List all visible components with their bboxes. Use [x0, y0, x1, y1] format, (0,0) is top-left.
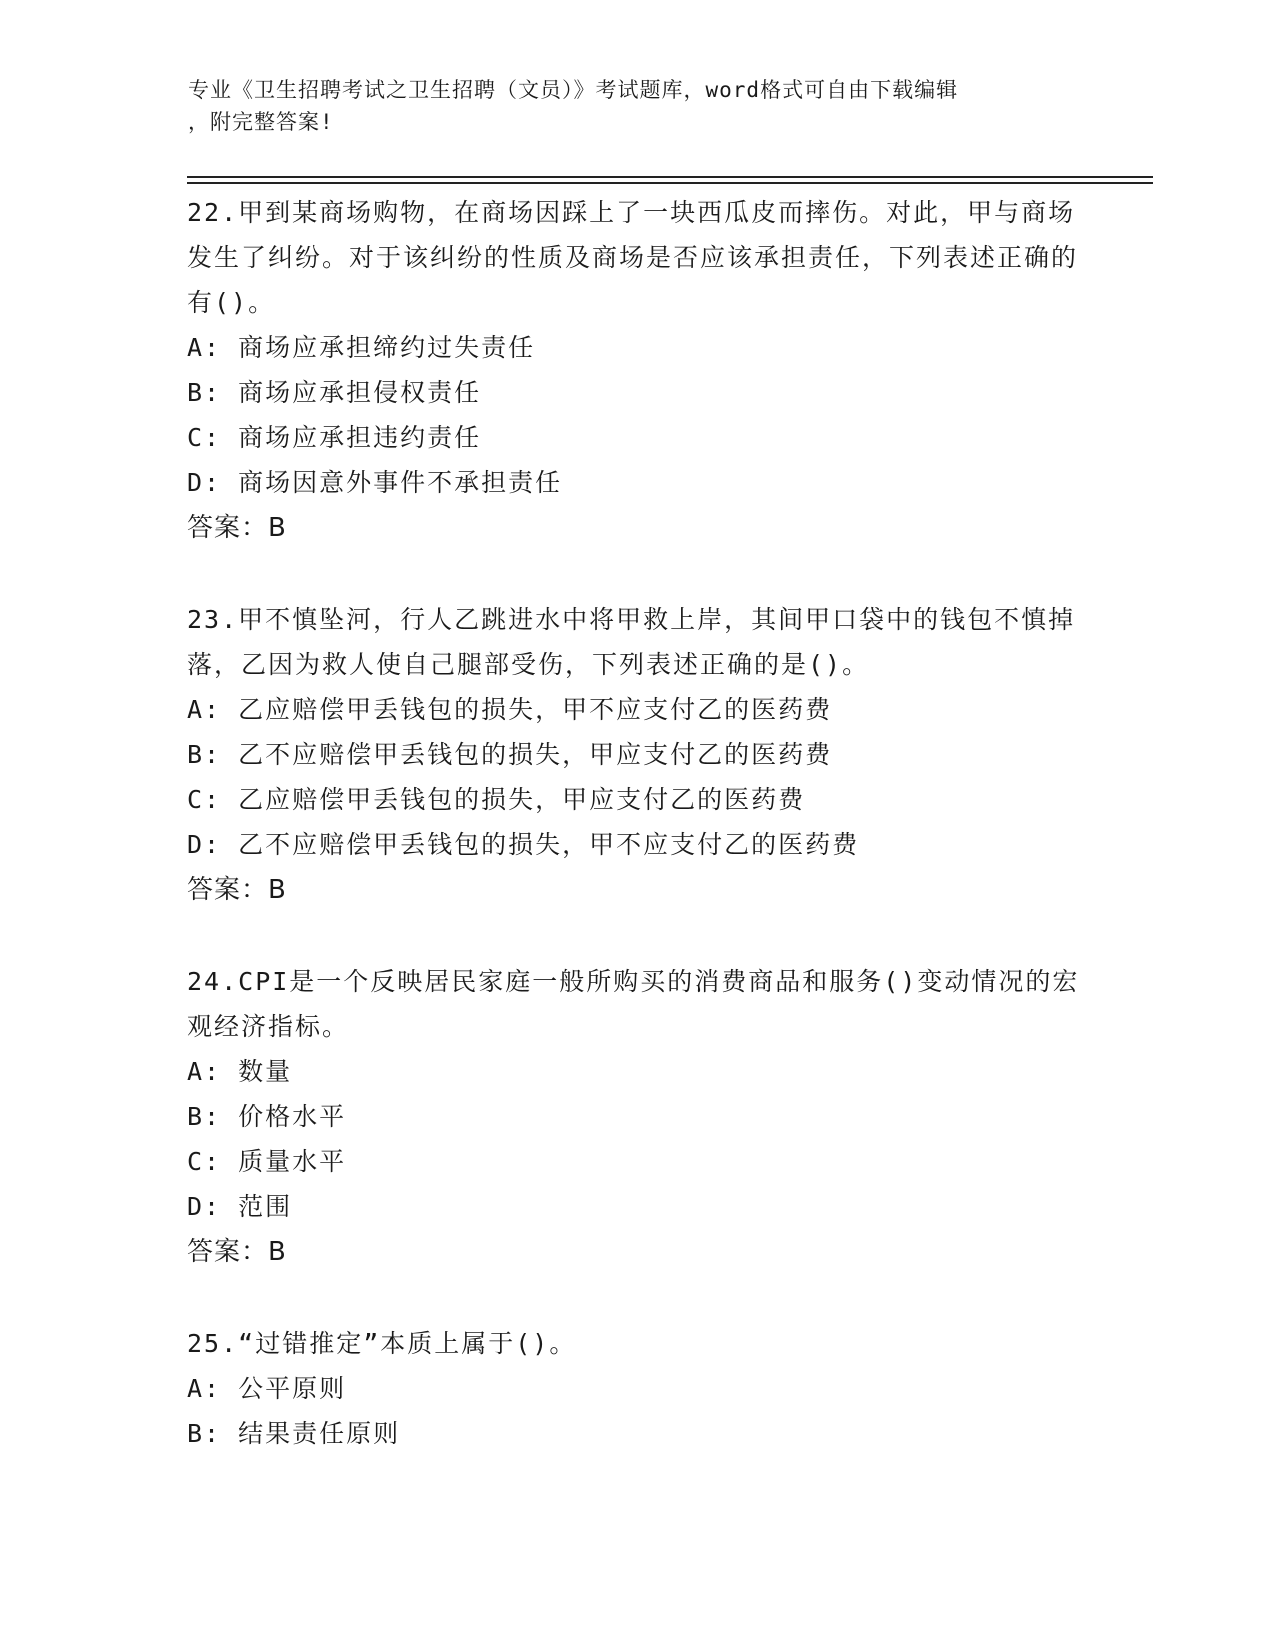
answer: 答案：B	[187, 513, 287, 543]
option-c: C: 商场应承担违约责任	[187, 423, 482, 452]
question-23	[187, 597, 1087, 913]
option-b: B: 商场应承担侵权责任	[187, 378, 482, 407]
option-a: A: 商场应承担缔约过失责任	[187, 333, 536, 362]
question-text: 24.CPI是一个反映居民家庭一般所购买的消费商品和服务()变动情况的宏观经济指标。	[187, 967, 1080, 1041]
question-25	[187, 1321, 1087, 1456]
question-spacer	[187, 913, 1087, 959]
option-b: B: 价格水平	[187, 1102, 347, 1131]
question-spacer	[187, 551, 1087, 597]
answer: 答案：B	[187, 1237, 287, 1267]
option-b: B: 乙不应赔偿甲丢钱包的损失，甲应支付乙的医药费	[187, 740, 833, 769]
question-24	[187, 959, 1087, 1275]
option-c: C: 乙应赔偿甲丢钱包的损失，甲应支付乙的医药费	[187, 785, 806, 814]
option-d: D: 范围	[187, 1192, 293, 1221]
header-divider-bottom	[187, 182, 1153, 184]
question-spacer	[187, 1275, 1087, 1321]
question-text: 25.“过错推定”本质上属于()。	[187, 1329, 577, 1358]
question-list	[187, 190, 1087, 1456]
answer: 答案：B	[187, 875, 287, 905]
option-c: C: 质量水平	[187, 1147, 347, 1176]
question-text: 23.甲不慎坠河，行人乙跳进水中将甲救上岸，其间甲口袋中的钱包不慎掉落，乙因为救人使自己腿部受伤，下列表述正确的是()。	[187, 605, 1076, 679]
option-d: D: 乙不应赔偿甲丢钱包的损失，甲不应支付乙的医药费	[187, 830, 860, 859]
question-text: 22.甲到某商场购物，在商场因踩上了一块西瓜皮而摔伤。对此，甲与商场发生了纠纷。对于该纠纷的性质及商场是否应该承担责任，下列表述正确的有()。	[187, 198, 1079, 317]
option-a: A: 乙应赔偿甲丢钱包的损失，甲不应支付乙的医药费	[187, 695, 833, 724]
header-divider-top	[187, 176, 1153, 178]
header-line-2: ，附完整答案!	[188, 110, 334, 134]
header-line-1: 专业《卫生招聘考试之卫生招聘（文员）》考试题库，word格式可自由下载编辑	[188, 78, 959, 102]
question-22	[187, 190, 1087, 551]
option-d: D: 商场因意外事件不承担责任	[187, 468, 563, 497]
document-header	[188, 74, 1068, 138]
option-b: B: 结果责任原则	[187, 1419, 401, 1448]
option-a: A: 公平原则	[187, 1374, 347, 1403]
option-a: A: 数量	[187, 1057, 293, 1086]
